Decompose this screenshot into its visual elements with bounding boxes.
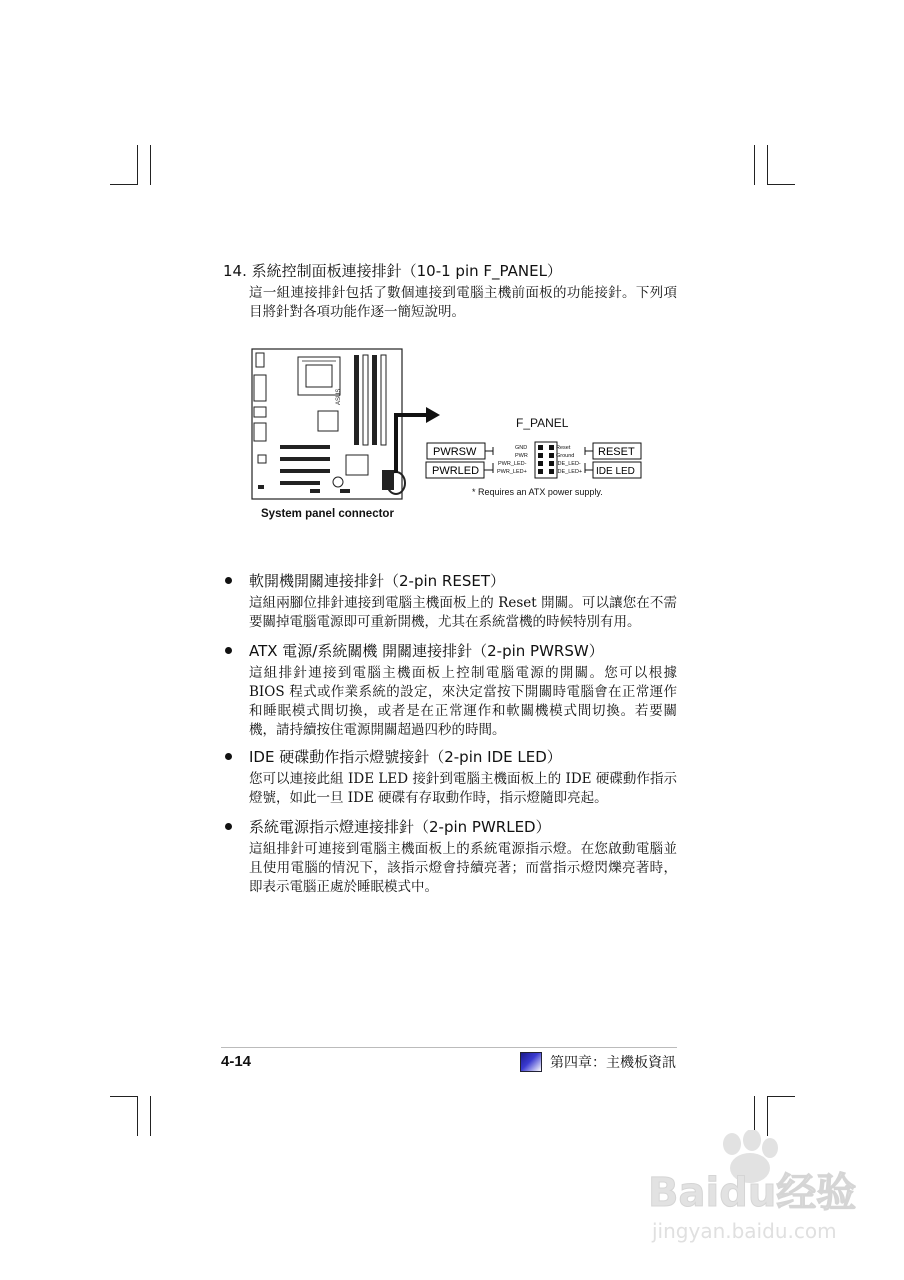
crop-mark: [150, 1096, 151, 1136]
motherboard-outline: [252, 349, 402, 499]
dimm-slot: [372, 355, 377, 445]
crop-mark: [110, 1096, 138, 1097]
pwrsw-label: PWRSW: [433, 446, 477, 458]
pin-label: PWR: [515, 453, 528, 459]
bullet-title: 軟開機開關連接排針（2-pin RESET）: [249, 572, 505, 590]
chapter-icon: [520, 1052, 542, 1072]
bullet-title: IDE 硬碟動作指示燈號接針（2-pin IDE LED）: [249, 748, 562, 766]
pwrled-label: PWRLED: [432, 465, 480, 477]
pci-slot: [280, 445, 330, 449]
f-panel-diagram: [250, 345, 650, 525]
bullet-text: 您可以連接此組 IDE LED 接針到電腦主機面板上的 IDE 硬碟動作指示燈號，如此一旦 IDE 硬碟有存取動作時，指示燈隨即亮起。: [249, 771, 677, 806]
chapter-title: 第四章：主機板資訊: [550, 1055, 676, 1071]
connector-title: F_PANEL: [516, 416, 569, 430]
bullet-marker: [225, 823, 232, 830]
watermark-url: jingyan.baidu.com: [652, 1219, 837, 1243]
reset-label: RESET: [598, 446, 635, 458]
pin-label: PWR_LED-: [498, 461, 527, 467]
section-heading: 14. 系統控制面板連接排針（10-1 pin F_PANEL）: [223, 262, 562, 280]
pin-label: Reset: [556, 445, 571, 451]
footer-divider: [221, 1047, 677, 1048]
pci-slot: [280, 457, 330, 461]
pin-label: IDE_LED+: [556, 469, 583, 475]
crop-mark: [754, 145, 755, 185]
pci-slot: [280, 481, 320, 485]
crop-mark: [150, 145, 151, 185]
watermark-brand: Baidu经验: [648, 1170, 857, 1216]
baidu-watermark: [640, 1130, 890, 1250]
pin-label: GND: [515, 445, 528, 451]
bullet-text: 這組排針連接到電腦主機面板上控制電腦電源的開關。您可以根據 BIOS 程式或作業系統的設定，來決定當按下開關時電腦會在正常運作和睡眠模式間切換，或者是在正常運作和軟關機模式間切換。若要關機，請持續按住電源開關超過四秒的時間。: [249, 665, 677, 738]
pin-label: PWR_LED+: [497, 469, 527, 475]
dimm-slot: [381, 355, 386, 445]
figure-caption: System panel connector: [261, 508, 394, 520]
crop-mark: [767, 184, 795, 185]
bullet-text: 這組兩腳位排針連接到電腦主機面板上的 Reset 開關。可以讓您在不需要關掉電腦電源即可重新開機，尤其在系統當機的時候特別有用。: [249, 595, 677, 630]
figure-note: * Requires an ATX power supply.: [472, 487, 603, 497]
section-intro: 這一組連接排針包括了數個連接到電腦主機前面板的功能接針。下列項目將針對各項功能作逐一簡短說明。: [249, 285, 677, 320]
pin-label: Ground: [556, 453, 575, 459]
bullet-marker: [225, 753, 232, 760]
crop-mark: [137, 1096, 138, 1136]
bullet-marker: [225, 647, 232, 654]
board-logo: ASUS: [336, 388, 342, 405]
crop-mark: [767, 145, 768, 185]
crop-mark: [110, 184, 138, 185]
bullet-title: 系統電源指示燈連接排針（2-pin PWRLED）: [249, 818, 551, 836]
crop-mark: [767, 1096, 795, 1097]
arrow-icon: [426, 407, 440, 423]
pin-label: IDE_LED-: [556, 461, 581, 467]
crop-mark: [137, 145, 138, 185]
dimm-slot: [354, 355, 359, 445]
bullet-title: ATX 電源/系統關機 開關連接排針（2-pin PWRSW）: [249, 642, 604, 660]
bullet-marker: [225, 577, 232, 584]
bullet-text: 這組排針可連接到電腦主機面板上的系統電源指示燈。在您啟動電腦並且使用電腦的情況下，該指示燈會持續亮著；而當指示燈閃爍亮著時，即表示電腦正處於睡眠模式中。: [249, 841, 677, 895]
dimm-slot: [363, 355, 368, 445]
ide-led-label: IDE LED: [596, 466, 635, 477]
page-number: 4-14: [221, 1053, 252, 1070]
pci-slot: [280, 469, 330, 473]
